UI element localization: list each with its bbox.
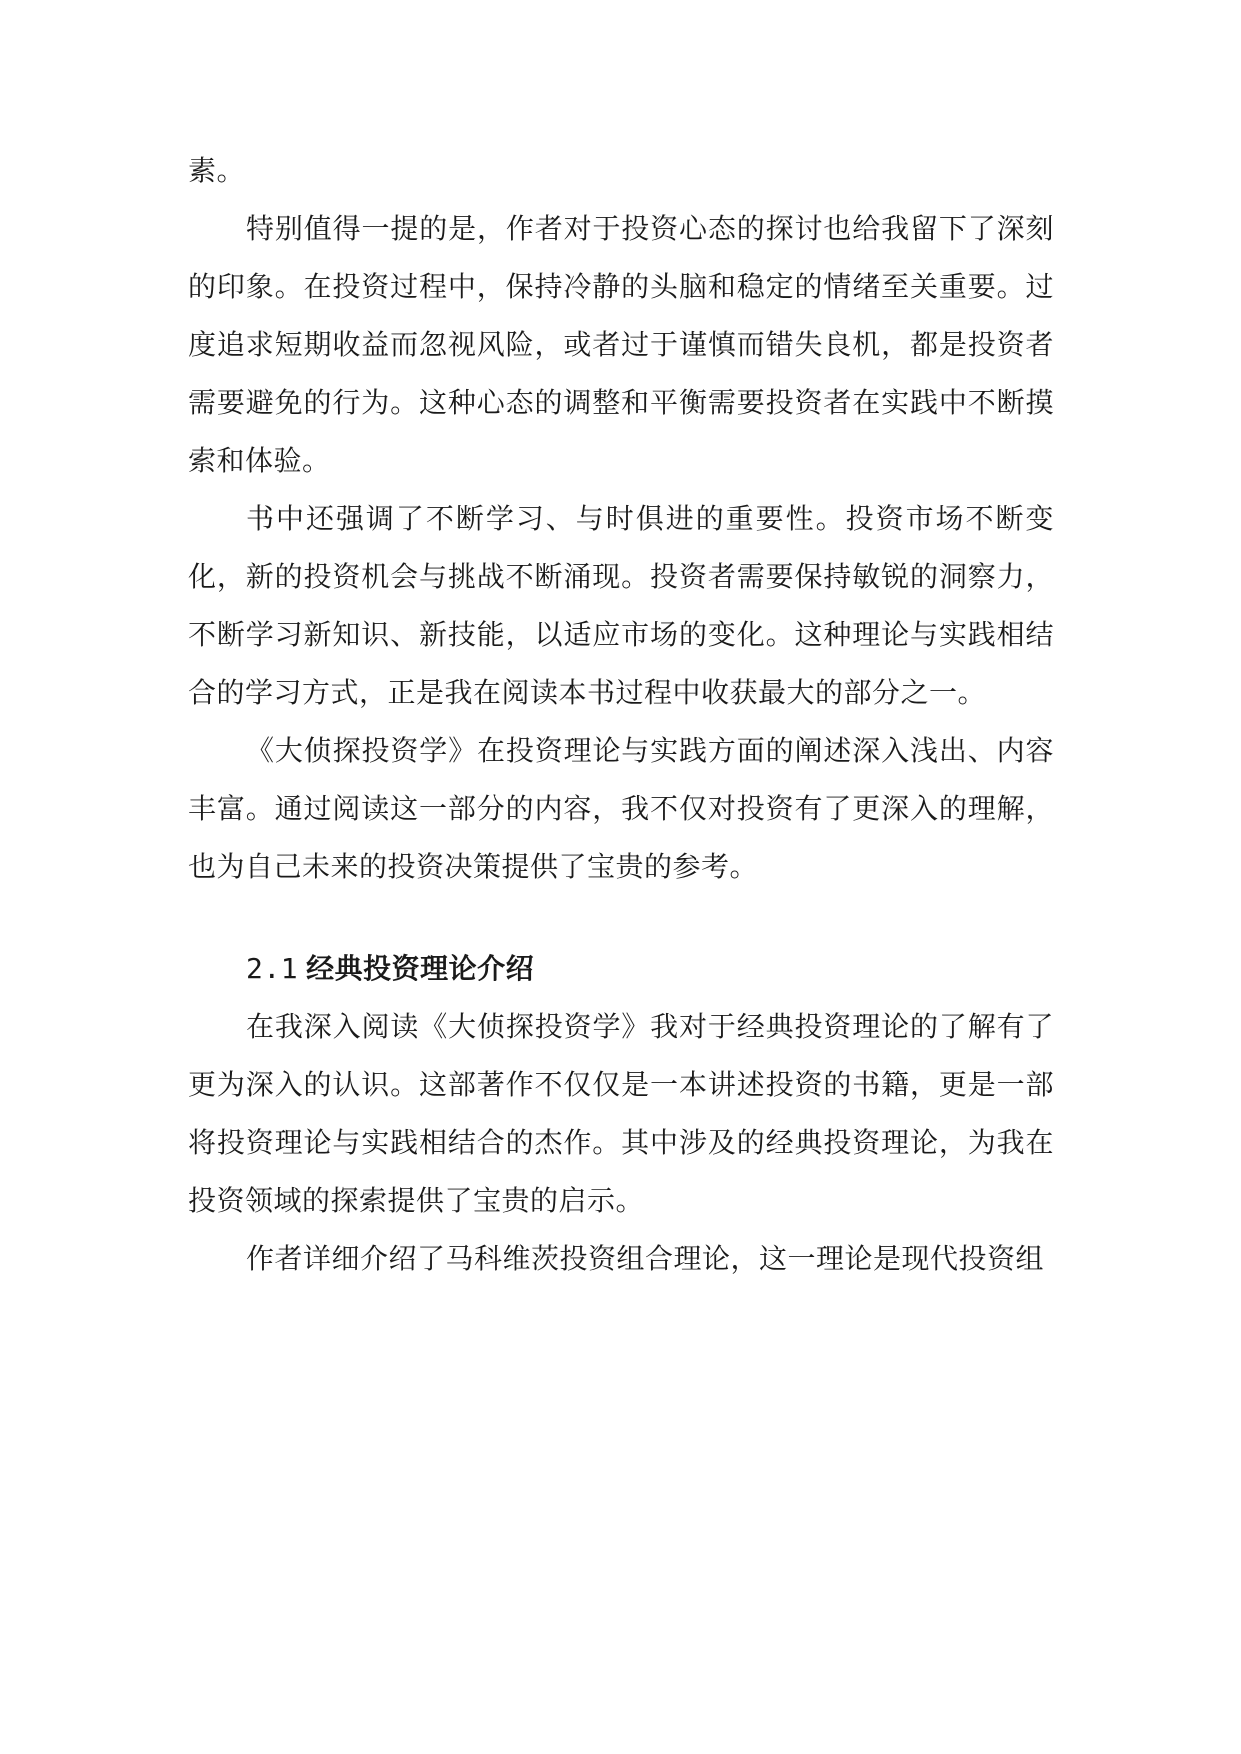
section-title: 经典投资理论介绍 <box>306 952 535 985</box>
paragraph-1: 素。 <box>188 154 246 187</box>
section-heading <box>188 940 1054 998</box>
paragraph-3: 书中还强调了不断学习、与时俱进的重要性。投资市场不断变化，新的投资机会与挑战不断涌现。投资者需要保持敏锐的洞察力，不断学习新知识、新技能，以适应市场的变化。这种理论与实践相结合的学习方式，正是我在阅读本书过程中收获最大的部分之一。 <box>188 502 1054 709</box>
paragraph-2: 特别值得一提的是，作者对于投资心态的探讨也给我留下了深刻的印象。在投资过程中，保持冷静的头脑和稳定的情绪至关重要。过度追求短期收益而忽视风险，或者过于谨慎而错失良机，都是投资者需要避免的行为。这种心态的调整和平衡需要投资者在实践中不断摸索和体验。 <box>188 212 1054 477</box>
paragraph-6: 作者详细介绍了马科维茨投资组合理论，这一理论是现代投资组 <box>246 1242 1045 1275</box>
paragraph-5: 在我深入阅读《大侦探投资学》我对于经典投资理论的了解有了更为深入的认识。这部著作不仅仅是一本讲述投资的书籍，更是一部将投资理论与实践相结合的杰作。其中涉及的经典投资理论，为我在投资领域的探索提供了宝贵的启示。 <box>188 1010 1054 1217</box>
document-body <box>188 142 1054 1288</box>
paragraph-4: 《大侦探投资学》在投资理论与实践方面的阐述深入浅出、内容丰富。通过阅读这一部分的内容，我不仅对投资有了更深入的理解，也为自己未来的投资决策提供了宝贵的参考。 <box>188 734 1054 883</box>
section-number: 2.1 <box>246 952 299 985</box>
